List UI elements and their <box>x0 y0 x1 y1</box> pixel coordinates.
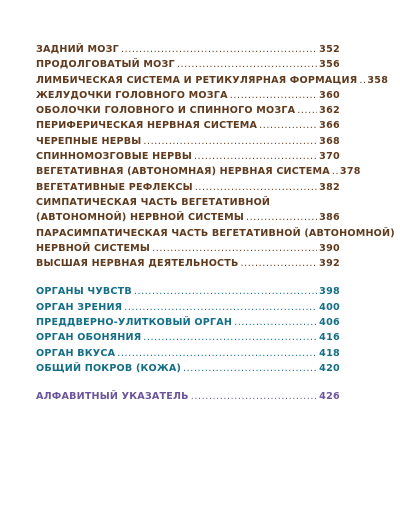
toc-entry[interactable] <box>36 389 340 404</box>
toc-entry[interactable] <box>36 284 340 299</box>
toc-entry-title: ПРЕДДВЕРНО-УЛИТКОВЫЙ ОРГАН <box>36 317 233 329</box>
toc-entry-title-line2: (АВТОНОМНОЙ) НЕРВНОЙ СИСТЕМЫ <box>36 212 245 224</box>
toc-entry[interactable] <box>36 180 340 195</box>
toc-entry[interactable] <box>36 226 395 257</box>
dot-leader <box>134 284 317 299</box>
dot-leader <box>191 389 317 404</box>
toc-entry[interactable] <box>36 57 340 72</box>
toc-entry[interactable] <box>36 164 361 179</box>
toc-entry[interactable] <box>36 73 389 88</box>
toc-entry-title: АЛФАВИТНЫЙ УКАЗАТЕЛЬ <box>36 391 189 403</box>
dot-leader <box>195 180 317 195</box>
toc-entry-page: 356 <box>319 59 340 71</box>
toc-entry-title: ОРГАНЫ ЧУВСТВ <box>36 286 132 298</box>
dot-leader <box>241 256 318 271</box>
dot-leader <box>359 73 365 88</box>
toc-entry-page: 366 <box>319 120 340 132</box>
toc-entry-title: ЧЕРЕПНЫЕ НЕРВЫ <box>36 135 142 147</box>
dot-leader <box>124 300 317 315</box>
dot-leader <box>183 361 317 376</box>
toc-entry-title: ОБЩИЙ ПОКРОВ (КОЖА) <box>36 362 182 374</box>
dot-leader <box>332 164 338 179</box>
dot-leader <box>230 88 317 103</box>
toc-entry-title: ВЕГЕТАТИВНЫЕ РЕФЛЕКСЫ <box>36 181 193 193</box>
toc-entry-page: 392 <box>319 258 340 270</box>
toc-entry-title: СПИННОМОЗГОВЫЕ НЕРВЫ <box>36 151 192 163</box>
toc-entry-title: ВЫСШАЯ НЕРВНАЯ ДЕЯТЕЛЬНОСТЬ <box>36 258 239 270</box>
toc-entry[interactable] <box>36 134 340 149</box>
dot-leader <box>152 241 317 256</box>
toc-entry-title: ОБОЛОЧКИ ГОЛОВНОГО И СПИННОГО МОЗГА <box>36 105 296 117</box>
toc-entry[interactable] <box>36 195 340 226</box>
toc-entry-page: 358 <box>367 74 389 86</box>
table-of-contents <box>36 42 395 405</box>
toc-entry[interactable] <box>36 346 340 361</box>
toc-entry-title-line2: НЕРВНОЙ СИСТЕМЫ <box>36 242 151 254</box>
toc-entry-page: 368 <box>319 135 340 147</box>
toc-entry-title: ОРГАН ЗРЕНИЯ <box>36 301 123 313</box>
toc-entry[interactable] <box>36 256 340 271</box>
toc-entry-page: 352 <box>319 44 340 55</box>
toc-entry-title: ВЕГЕТАТИВНАЯ (АВТОНОМНАЯ) НЕРВНАЯ СИСТЕМА <box>36 166 330 178</box>
toc-entry-page: 390 <box>319 242 340 254</box>
toc-entry[interactable] <box>36 330 340 345</box>
toc-entry[interactable] <box>36 118 340 133</box>
toc-entry[interactable] <box>36 42 340 57</box>
toc-entry-title: ЗАДНИЙ МОЗГ <box>36 44 119 55</box>
toc-entry-page: 360 <box>319 89 340 101</box>
toc-entry-page: 382 <box>319 181 340 193</box>
toc-entry[interactable] <box>36 103 340 118</box>
dot-leader <box>117 346 317 361</box>
toc-entry-title: ОРГАН ВКУСА <box>36 347 116 359</box>
toc-entry[interactable] <box>36 149 340 164</box>
toc-entry-title: ЖЕЛУДОЧКИ ГОЛОВНОГО МОЗГА <box>36 89 228 101</box>
toc-entry-title: ЛИМБИЧЕСКАЯ СИСТЕМА И РЕТИКУЛЯРНАЯ ФОРМАЦИЯ <box>36 74 358 86</box>
toc-entry-page: 426 <box>319 391 340 403</box>
dot-leader <box>259 118 317 133</box>
toc-entry-title: ОРГАН ОБОНЯНИЯ <box>36 332 142 344</box>
toc-entry-page: 418 <box>319 347 340 359</box>
toc-entry-title-line1: ПАРАСИМПАТИЧЕСКАЯ ЧАСТЬ ВЕГЕТАТИВНОЙ (АВТОНОМНОЙ) <box>36 227 395 239</box>
dot-leader <box>143 330 317 345</box>
toc-group-sense-organs <box>36 284 340 376</box>
dot-leader <box>121 42 317 57</box>
toc-entry-page: 416 <box>319 332 340 344</box>
toc-entry[interactable] <box>36 361 340 376</box>
dot-leader <box>177 57 317 72</box>
dot-leader <box>143 134 317 149</box>
toc-entry-page: 420 <box>319 362 340 374</box>
toc-entry-page: 398 <box>319 286 340 298</box>
toc-entry[interactable] <box>36 88 340 103</box>
toc-entry[interactable] <box>36 300 340 315</box>
toc-entry-page: 400 <box>319 301 340 313</box>
dot-leader <box>246 210 317 225</box>
toc-entry-page: 362 <box>319 105 340 117</box>
toc-entry-page: 406 <box>319 317 340 329</box>
toc-entry-page: 378 <box>339 166 361 178</box>
toc-entry[interactable] <box>36 315 340 330</box>
toc-entry-title: ПЕРИФЕРИЧЕСКАЯ НЕРВНАЯ СИСТЕМА <box>36 120 258 132</box>
toc-group-nervous-system <box>36 42 395 271</box>
dot-leader <box>297 103 317 118</box>
toc-group-index <box>36 389 340 404</box>
toc-entry-page: 370 <box>319 151 340 163</box>
toc-entry-page: 386 <box>319 212 340 224</box>
toc-entry-title-line1: СИМПАТИЧЕСКАЯ ЧАСТЬ ВЕГЕТАТИВНОЙ <box>36 196 271 208</box>
dot-leader <box>194 149 317 164</box>
dot-leader <box>234 315 317 330</box>
toc-entry-title: ПРОДОЛГОВАТЫЙ МОЗГ <box>36 59 175 71</box>
